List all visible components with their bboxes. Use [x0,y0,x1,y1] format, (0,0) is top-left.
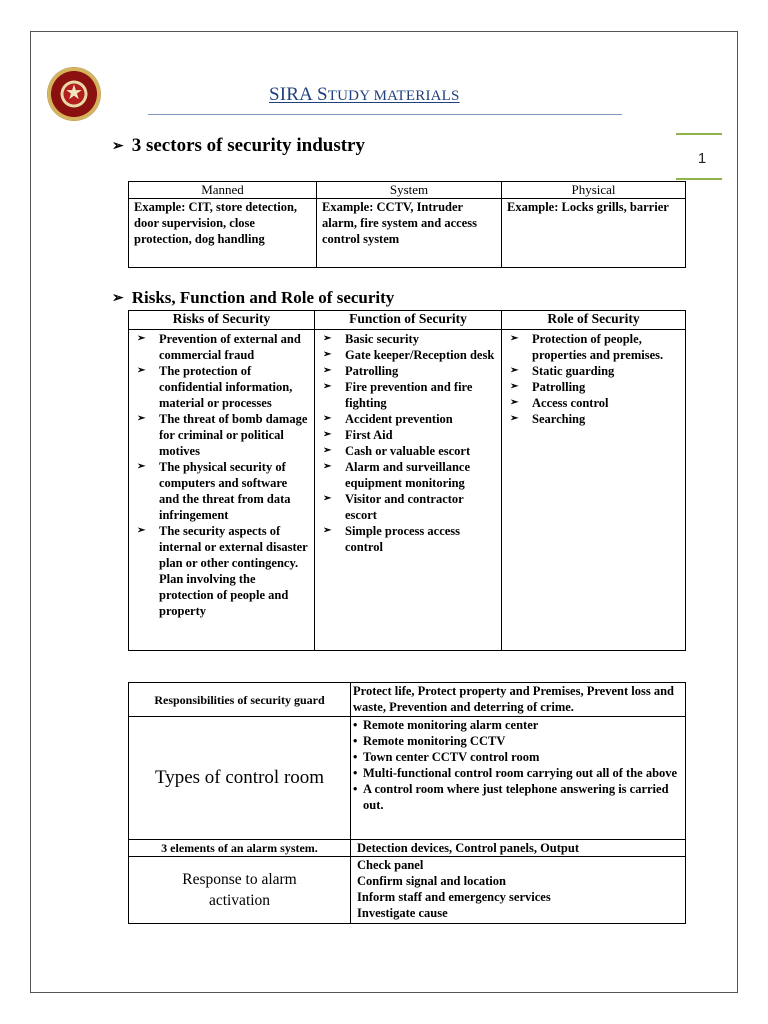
list-item: • Remote monitoring CCTV [353,733,683,749]
function-list [319,331,497,555]
column-header: Physical [502,182,686,199]
list-item: Investigate cause [357,906,448,920]
role-list [506,331,681,427]
list-item: ➢ Simple process access control [319,523,497,555]
list-item: ➢ Fire prevention and fire fighting [319,379,497,411]
list-item: Inform staff and emergency services [357,890,551,904]
list-item: ➢ Static guarding [506,363,681,379]
table-row [129,717,686,840]
organization-seal-logo [48,68,100,120]
list-item: ➢ Patrolling [506,379,681,395]
list-item: Confirm signal and location [357,874,506,888]
sectors-table [128,181,686,268]
list-item: ➢ The threat of bomb damage for criminal or political motives [133,411,310,459]
table-cell: Example: Locks grills, barrier [502,199,686,268]
table-cell [351,717,686,840]
table-cell: Protect life, Protect property and Premises, Prevent loss and waste, Prevention and deterring of crime. [351,683,686,717]
risks-function-role-table [128,310,686,651]
table-cell [351,857,686,924]
table-header-row [129,182,686,199]
control-room-list [353,717,683,813]
table-cell: Example: CIT, store detection, door supervision, close protection, dog handling [129,199,317,268]
table-row [129,840,686,857]
row-label: Response to alarm activation [129,857,351,924]
list-item: ➢ Patrolling [319,363,497,379]
table-row [129,683,686,717]
list-item: ➢ The physical security of computers and software and the threat from data infringement [133,459,310,523]
list-item: ➢ Basic security [319,331,497,347]
list-item: • Multi-functional control room carrying out all of the above [353,765,683,781]
arrow-bullet-icon: ➢ [112,139,124,154]
table-row [129,199,686,268]
sectors-heading: ➢ 3 sectors of security industry [112,135,365,156]
column-header: Manned [129,182,317,199]
responsibilities-table [128,682,686,924]
list-item: ➢ Gate keeper/Reception desk [319,347,497,363]
table-row [129,330,686,651]
list-item: Check panel [357,858,424,872]
table-row [129,857,686,924]
row-label: Responsibilities of security guard [129,683,351,717]
row-label: 3 elements of an alarm system. [129,840,351,857]
list-item: ➢ Alarm and surveillance equipment monitoring [319,459,497,491]
list-item: ➢ Visitor and contractor escort [319,491,497,523]
list-item: ➢ Prevention of external and commercial fraud [133,331,310,363]
response-list [357,857,683,921]
column-header: System [317,182,502,199]
list-item: ➢ First Aid [319,427,497,443]
table-cell [129,330,315,651]
table-cell [502,330,686,651]
table-header-row [129,311,686,330]
list-item: ➢ Searching [506,411,681,427]
list-item: • A control room where just telephone answering is carried out. [353,781,683,813]
risks-list [133,331,310,619]
list-item: • Remote monitoring alarm center [353,717,683,733]
list-item: ➢ Cash or valuable escort [319,443,497,459]
table-cell: Example: CCTV, Intruder alarm, fire system and access control system [317,199,502,268]
list-item: ➢ Accident prevention [319,411,497,427]
column-header: Risks of Security [129,311,315,330]
table-cell: Detection devices, Control panels, Output [351,840,686,857]
row-label: Types of control room [129,717,351,840]
risks-heading: ➢ Risks, Function and Role of security [112,288,395,307]
table-cell [315,330,502,651]
list-item: ➢ The security aspects of internal or external disaster plan or other contingency. Plan involving the protection of people and property [133,523,310,619]
list-item: • Town center CCTV control room [353,749,683,765]
list-item: ➢ Protection of people, properties and premises. [506,331,681,363]
list-item: ➢ Access control [506,395,681,411]
page-number-rule-top [676,133,722,135]
column-header: Function of Security [315,311,502,330]
column-header: Role of Security [502,311,686,330]
page-title: SIRA STUDY MATERIALS [269,84,460,105]
arrow-bullet-icon: ➢ [112,291,124,306]
header-divider [148,114,622,115]
list-item: ➢ The protection of confidential information, material or processes [133,363,310,411]
page-number: 1 [697,150,707,167]
page-number-rule-bottom [676,178,722,180]
star-icon: ★ [65,82,83,104]
